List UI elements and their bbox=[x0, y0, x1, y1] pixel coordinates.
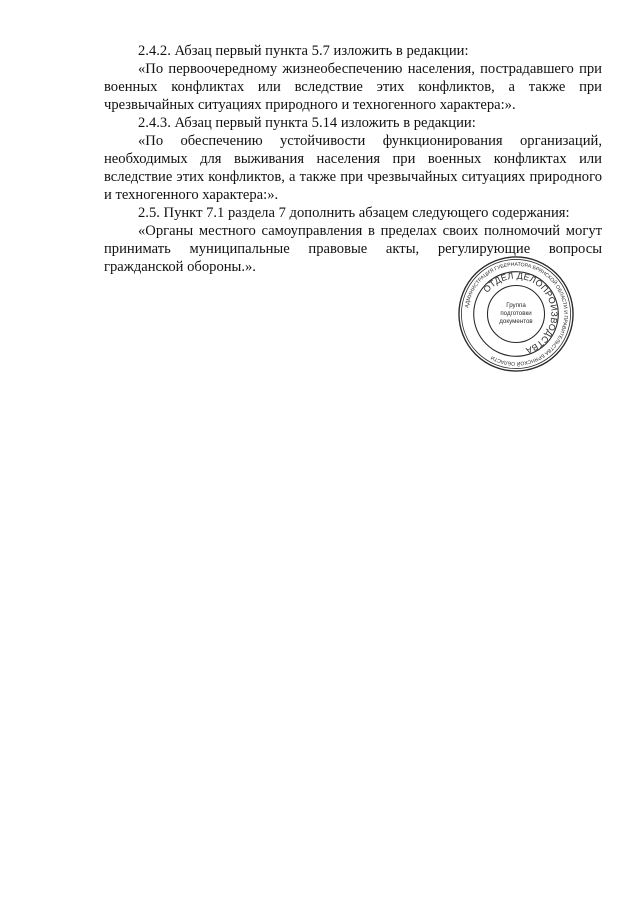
paragraph-2-5: 2.5. Пункт 7.1 раздела 7 дополнить абзацем следующего содержания: bbox=[138, 205, 570, 221]
stamp-center-line-2: подготовки bbox=[500, 309, 532, 317]
paragraph-2-4-3: 2.4.3. Абзац первый пункта 5.14 изложить в редакции: bbox=[138, 115, 476, 131]
paragraph-quote-7-1: «Органы местного самоуправления в пределах своих полномочий могут принимать муниципальные правовые акты, регулирующие вопросы гражданской обороны.». bbox=[104, 223, 602, 275]
stamp-center-line-1: Группа bbox=[506, 302, 526, 310]
stamp-center-line-3: документов bbox=[499, 317, 533, 325]
paragraph-2-4-2: 2.4.2. Абзац первый пункта 5.7 изложить в редакции: bbox=[138, 43, 469, 59]
official-stamp bbox=[457, 255, 575, 373]
paragraph-quote-5-14: «По обеспечению устойчивости функционирования организаций, необходимых для выживания населения при военных конфликтах или вследствие этих конфликтов, а также при чрезвычайных ситуациях природного и техногенного характера:». bbox=[104, 133, 602, 203]
stamp-outer-text: АДМИНИСТРАЦИЯ ГУБЕРНАТОРА БРЯНСКОЙ ОБЛАСТИ И ПРАВИТЕЛЬСТВА БРЯНСКОЙ ОБЛАСТИ bbox=[464, 261, 569, 367]
document-body bbox=[104, 42, 602, 276]
paragraph-quote-5-7: «По первоочередному жизнеобеспечению населения, пострадавшего при военных конфликтах или вследствие этих конфликтов, а также при чрезвычайных ситуациях природного и техногенного характера:». bbox=[104, 61, 602, 113]
stamp-inner-text: ОТДЕЛ ДЕЛОПРОИЗВОДСТВА bbox=[481, 270, 560, 356]
